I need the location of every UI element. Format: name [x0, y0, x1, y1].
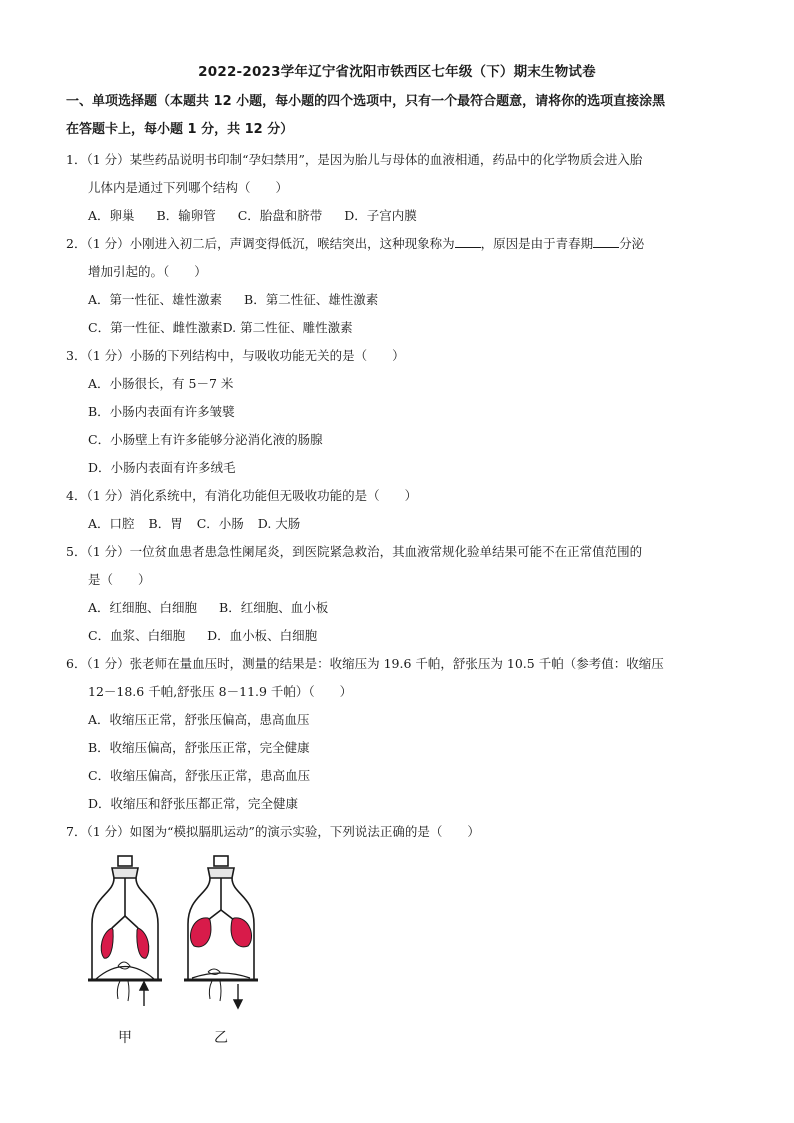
question-4 — [66, 482, 728, 538]
option-c[interactable]: C．第一性征、雌性激素 — [88, 320, 223, 335]
option-d[interactable]: D．血小板、白细胞 — [207, 628, 318, 643]
arrow-up-icon — [140, 982, 148, 1006]
option-d[interactable]: D. 大肠 — [257, 516, 301, 531]
options-row — [66, 510, 728, 538]
section-line-1: 一、单项选择题（本题共 12 小题，每小题的四个选项中，只有一个最符合题意，请将你的选项直接涂黑 — [66, 94, 666, 109]
answer-blank[interactable] — [455, 235, 481, 248]
diaphragm-model-figure — [88, 854, 288, 1044]
option-a[interactable]: A．红细胞、白细胞 — [88, 600, 198, 615]
question-3 — [66, 342, 728, 482]
question-stem: 6．（1 分）张老师在量血压时，测量的结果是：收缩压为 19.6 千帕，舒张压为 10.5 千帕（参考值：收缩压 12－18.6 千帕,舒张压 8－11.9 千帕）（ ） — [66, 656, 664, 699]
options-row — [66, 594, 728, 622]
option-c[interactable]: C．小肠 — [196, 516, 244, 531]
arrow-down-icon — [234, 984, 242, 1008]
option-c[interactable]: C．收缩压偏高，舒张压正常，患高血压 — [88, 768, 311, 783]
option-c[interactable]: C．血浆、白细胞 — [88, 628, 186, 643]
option-b[interactable]: B．第二性征、雄性激素 — [244, 292, 379, 307]
lung-right-jia — [137, 928, 149, 958]
options-row — [66, 286, 728, 314]
question-stem: 2．（1 分）小刚进入初二后，声调变得低沉，喉结突出，这种现象称为 ，原因是由于青春期 分泌 增加引起的。（ ） — [66, 236, 645, 279]
question-6 — [66, 650, 728, 818]
options-row — [66, 314, 728, 342]
question-5 — [66, 538, 728, 650]
option-a[interactable]: A．口腔 — [88, 516, 135, 531]
option-d[interactable]: D．子宫内膜 — [344, 208, 417, 223]
question-stem: 1．（1 分）某些药品说明书印制“孕妇禁用”，是因为胎儿与母体的血液相通，药品中的化学物质会进入胎 儿体内是通过下列哪个结构（ ） — [66, 152, 643, 195]
question-stem: 7．（1 分）如图为“模拟膈肌运动”的演示实验，下列说法正确的是（ ） — [66, 824, 480, 839]
option-b[interactable]: B．红细胞、血小板 — [219, 600, 329, 615]
option-b[interactable]: B．胃 — [148, 516, 183, 531]
option-c[interactable]: C．小肠壁上有许多能够分泌消化液的肠腺 — [88, 432, 323, 447]
question-7 — [66, 818, 728, 1044]
answer-blank[interactable] — [593, 235, 619, 248]
question-stem: 3．（1 分）小肠的下列结构中，与吸收功能无关的是（ ） — [66, 348, 405, 363]
page-title: 2022-2023学年辽宁省沈阳市铁西区七年级（下）期末生物试卷 — [198, 64, 596, 80]
lung-left-jia — [101, 928, 113, 958]
bell-jar-jia — [88, 856, 162, 1001]
option-a[interactable]: A．卵巢 — [88, 208, 135, 223]
question-2 — [66, 230, 728, 342]
lung-right-yi — [231, 918, 251, 947]
figure-label-jia: 甲 — [118, 1030, 132, 1046]
section-line-2: 在答题卡上，每小题 1 分，共 12 分） — [66, 122, 294, 137]
option-d[interactable]: D．小肠内表面有许多绒毛 — [88, 460, 236, 475]
option-a[interactable]: A．小肠很长，有 5－7 米 — [88, 376, 234, 391]
options-row — [66, 622, 728, 650]
option-b[interactable]: B．收缩压偏高，舒张压正常，完全健康 — [88, 740, 310, 755]
options-row — [66, 202, 728, 230]
option-c[interactable]: C．胎盘和脐带 — [237, 208, 323, 223]
option-d[interactable]: D. 第二性征、雕性激素 — [222, 320, 353, 335]
option-a[interactable]: A．第一性征、雄性激素 — [88, 292, 223, 307]
lung-left-yi — [190, 918, 210, 947]
figure-label-yi: 乙 — [214, 1030, 228, 1046]
question-stem: 5．（1 分）一位贫血患者患急性阑尾炎，到医院紧急救治，其血液常规化验单结果可能不在正常值范围的 是（ ） — [66, 544, 643, 587]
section-heading — [66, 88, 728, 144]
option-d[interactable]: D．收缩压和舒张压都正常，完全健康 — [88, 796, 299, 811]
bell-jar-diagram — [88, 854, 288, 1024]
option-a[interactable]: A．收缩压正常，舒张压偏高，患高血压 — [88, 712, 310, 727]
question-stem: 4．（1 分）消化系统中，有消化功能但无吸收功能的是（ ） — [66, 488, 418, 503]
question-1 — [66, 146, 728, 230]
option-b[interactable]: B．小肠内表面有许多皱襞 — [88, 404, 235, 419]
option-b[interactable]: B．输卵管 — [156, 208, 216, 223]
